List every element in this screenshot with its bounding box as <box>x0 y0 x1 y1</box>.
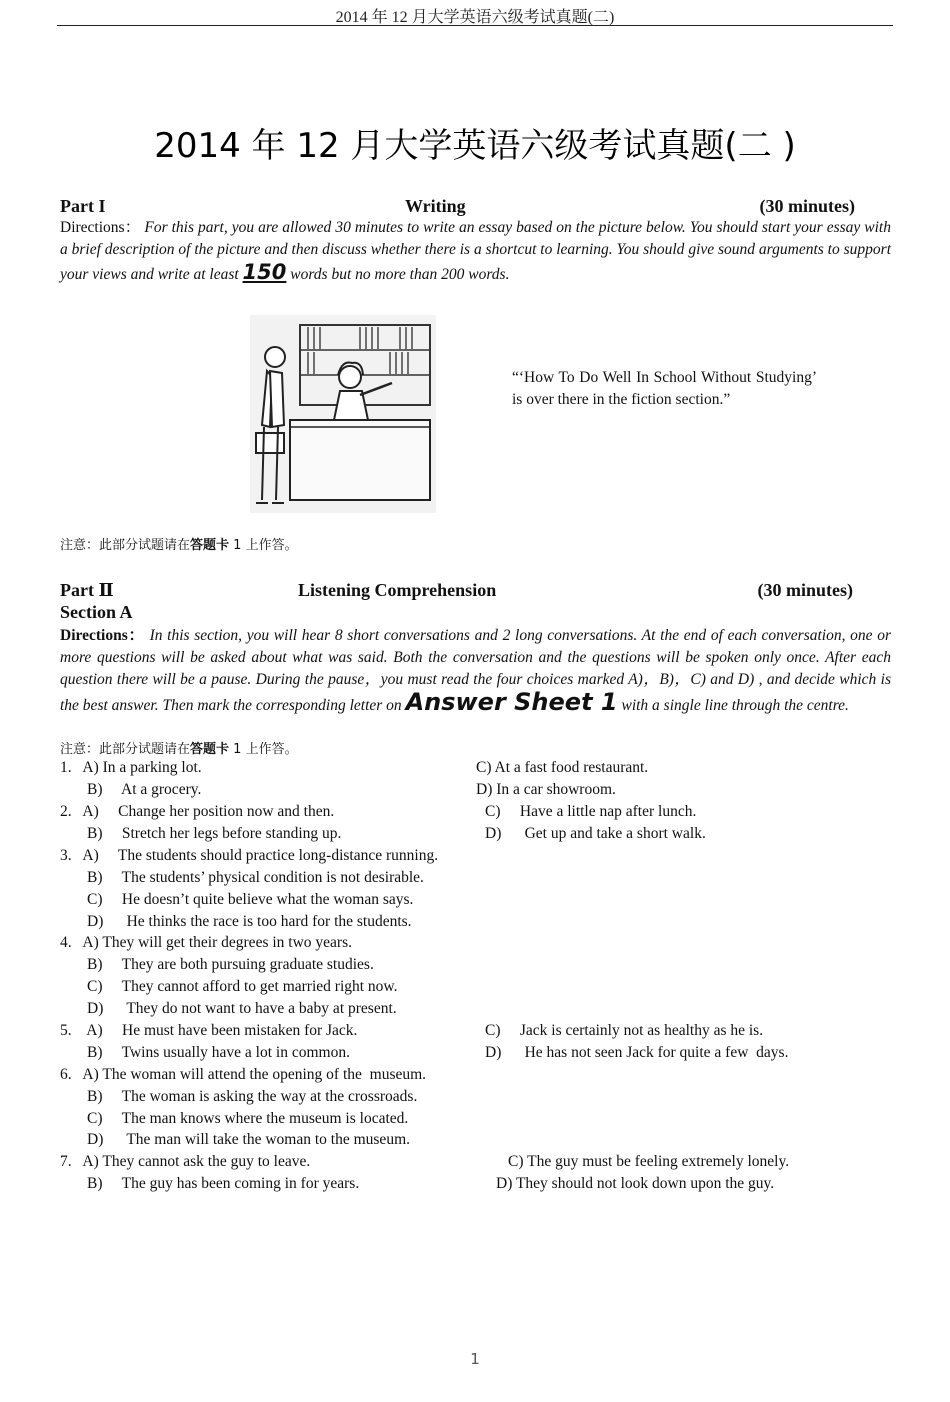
header-rule <box>57 25 893 26</box>
question-4-option-d: D) They do not want to have a baby at present. <box>87 1000 397 1017</box>
question-1-option-d: D) In a car showroom. <box>476 781 616 798</box>
document-title: 2014 年 12 月大学英语六级考试真题(二 ) <box>154 126 796 166</box>
question-6-option-b: B) The woman is asking the way at the crossroads. <box>87 1088 418 1105</box>
question-1-option-b: B) At a grocery. <box>87 781 202 798</box>
question-2-option-a: 2. A) Change her position now and then. <box>60 803 335 820</box>
question-2-option-b: B) Stretch her legs before standing up. <box>87 825 342 842</box>
part2-directions-tail: with a single line through the centre. <box>621 697 849 714</box>
question-7-option-a: 7. A) They cannot ask the guy to leave. <box>60 1153 311 1170</box>
question-7-option-c: C) The guy must be feeling extremely lonely. <box>508 1153 790 1170</box>
cartoon-caption: “‘How To Do Well In School Without Studying’ is over there in the fiction section.” <box>512 369 817 408</box>
part2-directions-label: Directions： <box>60 627 145 644</box>
question-3-option-b: B) The students’ physical condition is not desirable. <box>87 869 424 886</box>
question-7-option-b: B) The guy has been coming in for years. <box>87 1175 360 1192</box>
min-words: 150 <box>242 260 287 284</box>
part2-directions <box>60 625 891 717</box>
part2-time: (30 minutes) <box>757 580 853 600</box>
part2-label: Part Ⅱ <box>60 580 114 600</box>
answer-sheet-label: Answer Sheet 1 <box>405 688 618 716</box>
running-header: 2014 年 12 月大学英语六级考试真题(二) <box>335 9 615 26</box>
note-suffix: 1 上作答。 <box>229 538 298 553</box>
question-2-option-d: D) Get up and take a short walk. <box>485 825 706 842</box>
part1-heading <box>60 196 855 218</box>
question-2-option-c: C) Have a little nap after lunch. <box>485 803 697 820</box>
question-7-option-d: D) They should not look down upon the guy. <box>496 1175 775 1192</box>
part2-heading <box>60 580 855 602</box>
question-5-option-c: C) Jack is certainly not as healthy as he is. <box>485 1022 764 1039</box>
question-3-option-a: 3. A) The students should practice long-distance running. <box>60 847 439 864</box>
part1-label: Part I <box>60 196 106 216</box>
question-1-option-a: 1. A) In a parking lot. <box>60 759 202 776</box>
page-number: 1 <box>470 1350 480 1368</box>
note-answer-card: 答题卡 <box>190 742 230 757</box>
part1-name: Writing <box>405 196 466 216</box>
note-prefix: 注意：此部分试题请在 <box>60 538 191 553</box>
question-4-option-b: B) They are both pursuing graduate studies. <box>87 956 374 973</box>
question-4-option-a: 4. A) They will get their degrees in two years. <box>60 934 352 951</box>
question-6-option-c: C) The man knows where the museum is located. <box>87 1110 409 1127</box>
question-3-option-d: D) He thinks the race is too hard for the students. <box>87 913 412 930</box>
question-5-option-b: B) Twins usually have a lot in common. <box>87 1044 350 1061</box>
note-suffix: 1 上作答。 <box>229 742 298 757</box>
note-answer-card: 答题卡 <box>190 538 230 553</box>
part1-directions-text: For this part, you are allowed 30 minutes to write an essay based on the picture below. You should start your essay with a brief description of the picture and then discuss whether there is a shortcut to learning. You should give sound arguments to support your views and write at least <box>60 219 891 283</box>
section-a-heading: Section A <box>60 602 133 622</box>
question-5-option-d: D) He has not seen Jack for quite a few days. <box>485 1044 789 1061</box>
part1-directions-tail: words but no more than 200 words. <box>290 266 510 283</box>
question-3-option-c: C) He doesn’t quite believe what the woman says. <box>87 891 414 908</box>
note-prefix: 注意：此部分试题请在 <box>60 742 191 757</box>
part2-name: Listening Comprehension <box>298 580 497 600</box>
part2-directions-text: In this section, you will hear 8 short conversations and 2 long conversations. At the end of each conversation, one or more questions will be asked about what was said. Both the conversation and the questions will be spoken only once. After each question there will be a pause. During the pause，you must read the four choices marked A)，B)，C) and D) , and decide which is the best answer. Then mark the corresponding letter on <box>60 627 892 714</box>
part2-note <box>60 738 298 757</box>
question-4-option-c: C) They cannot afford to get married right now. <box>87 978 398 995</box>
cartoon-illustration <box>250 315 436 513</box>
part1-directions-label: Directions： <box>60 219 141 236</box>
question-1-option-c: C) At a fast food restaurant. <box>476 759 649 776</box>
part1-directions <box>60 217 891 286</box>
question-5-option-a: 5. A) He must have been mistaken for Jack. <box>60 1022 358 1039</box>
part1-note <box>60 534 298 553</box>
question-6-option-d: D) The man will take the woman to the museum. <box>87 1131 410 1148</box>
question-6-option-a: 6. A) The woman will attend the opening of the museum. <box>60 1066 427 1083</box>
part1-time: (30 minutes) <box>759 196 855 216</box>
